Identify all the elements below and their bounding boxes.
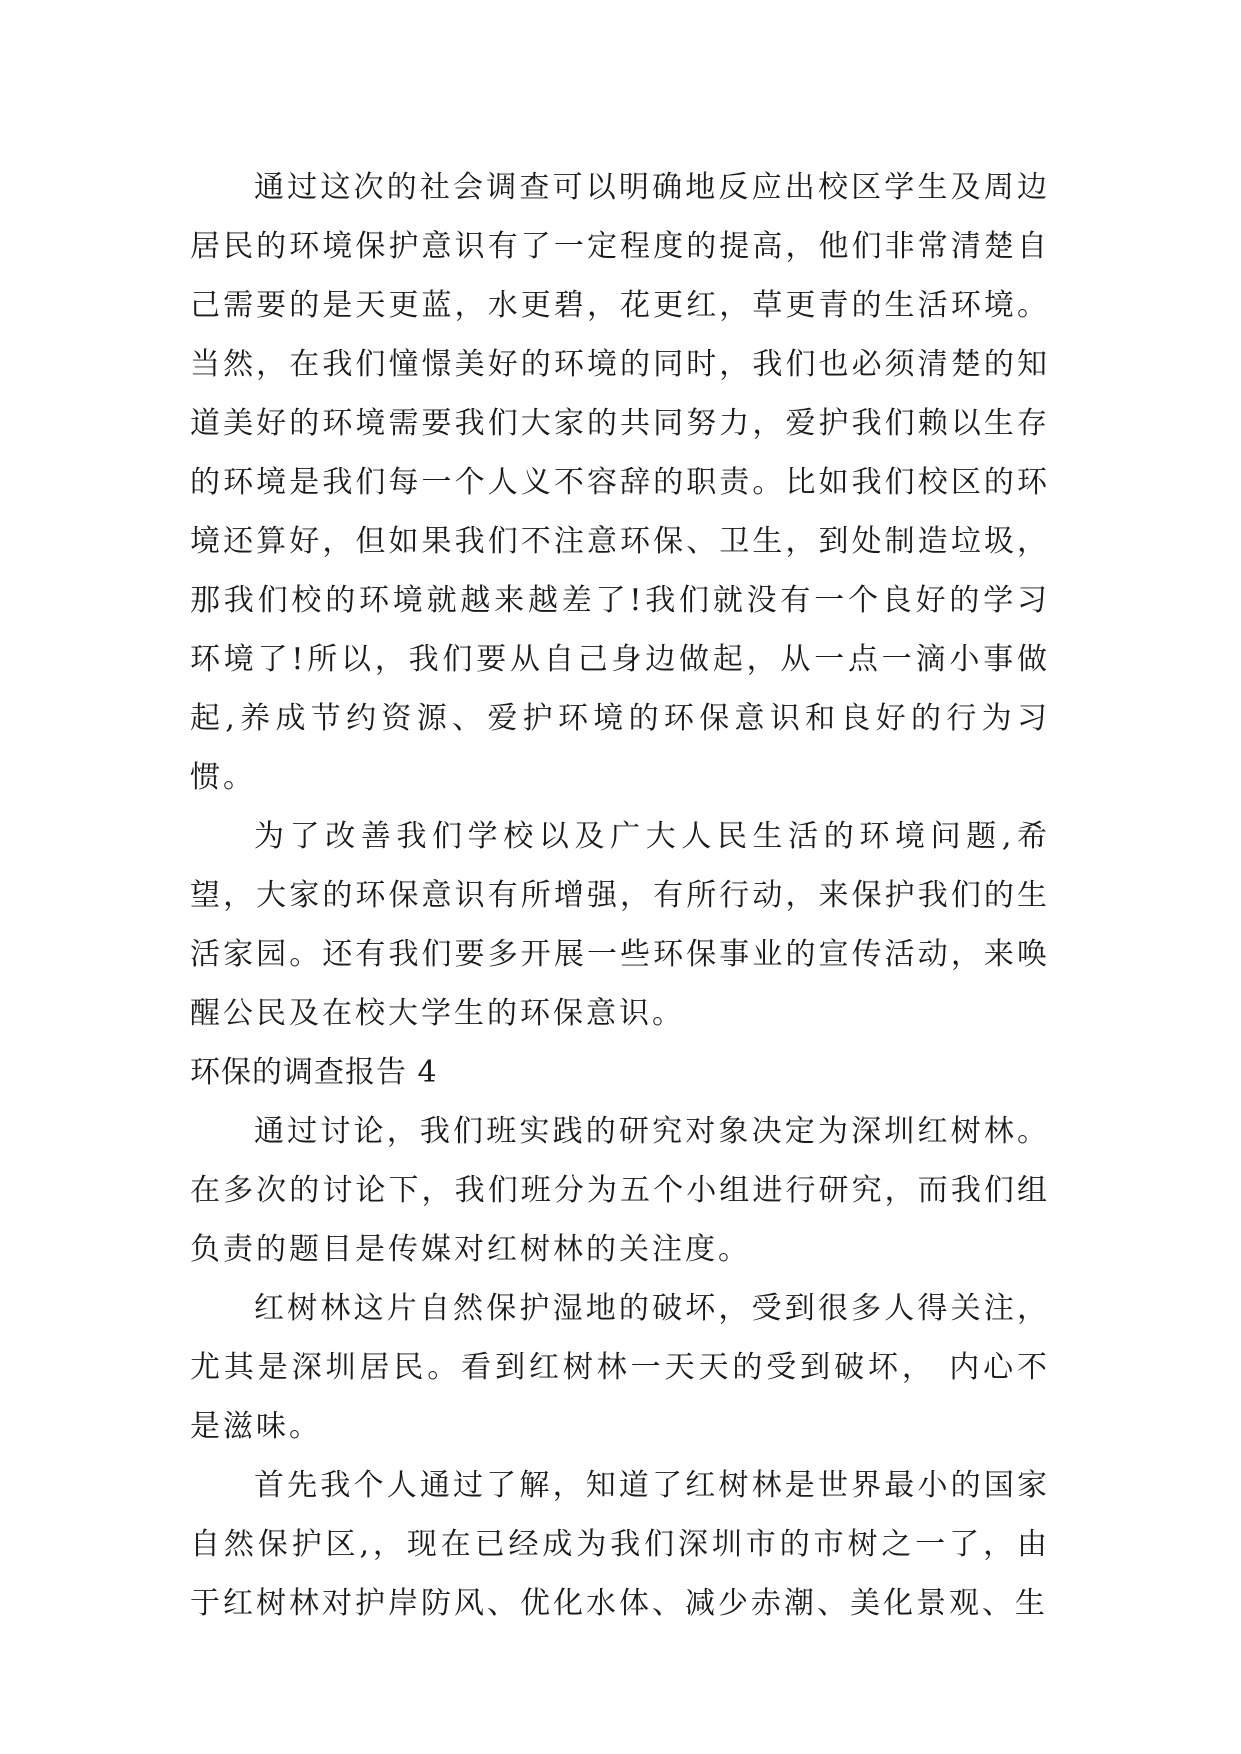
paragraph: 通过这次的社会调查可以明确地反应出校区学生及周边居民的环境保护意识有了一定程度的提高，他们非常清楚自己需要的是天更蓝，水更碧，花更红，草更青的生活环境。当然，在我们憧憬美好的环境的同时，我们也必须清楚的知道美好的环境需要我们大家的共同努力，爱护我们赖以生存的环境是我们每一个人义不容辞的职责。比如我们校区的环境还算好，但如果我们不注意环保、卫生，到处制造垃圾，那我们校的环境就越来越差了!我们就没有一个良好的学习环境了!所以，我们要从自己身边做起，从一点一滴小事做起,养成节约资源、爱护环境的环保意识和良好的行为习惯。 [190,170,1050,795]
paragraph: 首先我个人通过了解，知道了红树林是世界最小的国家自然保护区,，现在已经成为我们深圳市的市树之一了，由于红树林对护岸防风、优化水体、减少赤潮、美化景观、生 [190,1468,1050,1621]
paragraph: 为了改善我们学校以及广大人民生活的环境问题,希望，大家的环保意识有所增强，有所行动，来保护我们的生活家园。还有我们要多开展一些环保事业的宣传活动，来唤醒公民及在校大学生的环保意识。 [190,819,1050,1031]
section-heading: 环保的调查报告 4 [190,1055,438,1090]
document-body [190,158,1050,1633]
paragraph: 红树林这片自然保护湿地的破坏，受到很多人得关注，尤其是深圳居民。看到红树林一天天的受到破坏， 内心不是滋味。 [190,1291,1050,1444]
paragraph: 通过讨论，我们班实践的研究对象决定为深圳红树林。在多次的讨论下，我们班分为五个小组进行研究，而我们组负责的题目是传媒对红树林的关注度。 [190,1114,1050,1267]
